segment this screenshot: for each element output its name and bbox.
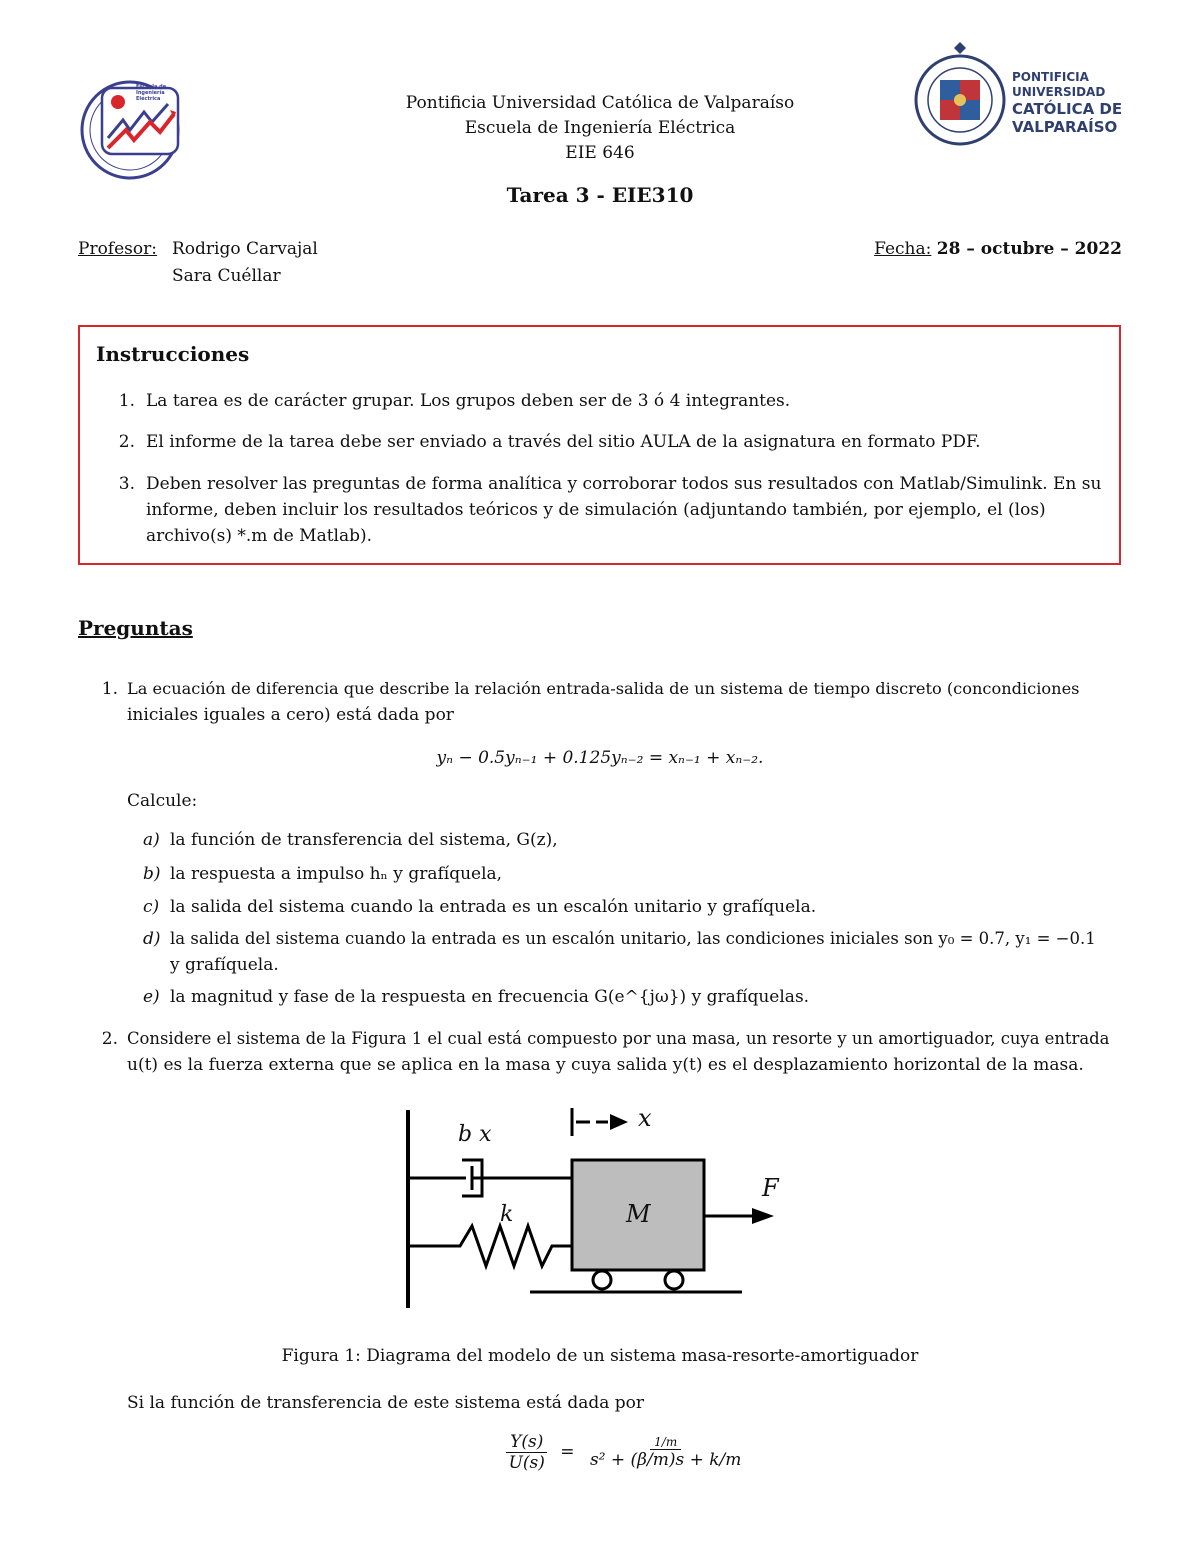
instruction-1-line-1: La tarea es de carácter grupar. Los grupos deben ser de 3 ó 4 integrantes. <box>146 391 791 411</box>
right-logo-line-2: UNIVERSIDAD <box>1012 85 1106 99</box>
figure-caption: Figura 1: Diagrama del modelo de un sistema masa-resorte-amortiguador <box>281 1346 919 1366</box>
questions-heading: Preguntas <box>78 616 193 640</box>
course-code: EIE 646 <box>565 143 635 163</box>
instruction-3-line-2: informe, deben incluir los resultados teóricos y de simulación (adjuntando también, por ejemplo, el (los) <box>146 500 1046 520</box>
right-logo-line-1: PONTIFICIA <box>1012 70 1089 84</box>
part-d-label: d) <box>143 929 161 949</box>
part-e-text: la magnitud y fase de la respuesta en frecuencia G(e^{jω}) y grafíquelas. <box>170 987 810 1007</box>
school-name: Escuela de Ingeniería Eléctrica <box>464 118 736 138</box>
question-number-2: 2. <box>101 1029 118 1049</box>
q2-line-1: Considere el sistema de la Figura 1 el cual está compuesto por una masa, un resorte y un amortiguador, cuya entrada <box>127 1029 1110 1048</box>
part-b-label: b) <box>143 864 161 884</box>
part-e-label: e) <box>143 987 160 1007</box>
calcule-label: Calcule: <box>127 791 198 811</box>
instruction-number-2: 2. <box>118 432 135 452</box>
right-logo-line-4: VALPARAÍSO <box>1012 118 1118 136</box>
date-label: Fecha: <box>874 239 932 259</box>
figure-label-mass: M <box>626 1200 651 1228</box>
part-d-line-2: y grafíquela. <box>170 955 279 975</box>
date-block <box>874 239 1122 259</box>
transfer-function-intro: Si la función de transferencia de este sistema está dada por <box>127 1393 644 1413</box>
instruction-3-line-1: Deben resolver las preguntas de forma analítica y corroborar todos sus resultados con Matlab/Simulink. En su <box>146 474 1102 494</box>
instruction-number-1: 1. <box>118 391 135 411</box>
professor-2: Sara Cuéllar <box>172 266 281 286</box>
part-c-label: c) <box>143 897 160 917</box>
figure-label-bx: b x <box>458 1122 492 1147</box>
instruction-2-line-1: El informe de la tarea debe ser enviado a través del sitio AULA de la asignatura en formato PDF. <box>146 432 981 452</box>
part-b-text: la respuesta a impulso hₙ y grafíquela, <box>170 864 503 884</box>
part-c-text: la salida del sistema cuando la entrada es un escalón unitario y grafíquela. <box>170 897 817 917</box>
date-value: 28 – octubre – 2022 <box>936 239 1122 259</box>
tf-rhs <box>586 1435 745 1470</box>
tf-lhs-numerator: Y(s) <box>506 1432 547 1453</box>
question-number-1: 1. <box>101 679 118 699</box>
figure-label-force: F <box>762 1174 779 1202</box>
tf-rhs-numerator: 1/m <box>650 1435 681 1450</box>
mass-spring-damper-figure <box>400 1096 790 1311</box>
q2-line-2: u(t) es la fuerza externa que se aplica en la masa y cuya salida y(t) es el desplazamiento horizontal de la masa. <box>127 1055 1084 1075</box>
figure-label-x: x <box>638 1104 652 1132</box>
document-title: Tarea 3 - EIE310 <box>506 183 694 207</box>
professor-label: Profesor: <box>78 239 157 259</box>
q1-line-2: iniciales iguales a cero) está dada por <box>127 705 454 725</box>
instruction-number-3: 3. <box>118 474 135 494</box>
right-logo-line-3: CATÓLICA DE <box>1012 100 1123 118</box>
tf-rhs-denominator: s² + (β/m)s + k/m <box>589 1450 742 1470</box>
part-a-label: a) <box>143 830 160 850</box>
tf-lhs-denominator: U(s) <box>508 1453 545 1473</box>
part-d-line-1: la salida del sistema cuando la entrada es un escalón unitario, las condiciones iniciales son y₀ = 0.7, y₁ = −0.1 <box>170 929 1096 948</box>
transfer-function-equation: $\frac{Y(s)}{U(s)}$ = $\frac{1/m}{\text{s² + (β/m)s + k/m}}$ <box>0 1432 1200 1473</box>
part-a-text: la función de transferencia del sistema, G(z), <box>170 830 558 850</box>
tf-lhs <box>505 1432 549 1473</box>
university-name: Pontificia Universidad Católica de Valparaíso <box>405 93 795 113</box>
figure-label-k: k <box>500 1202 514 1227</box>
q1-line-1: La ecuación de diferencia que describe la relación entrada-salida de un sistema de tiempo discreto (concondiciones <box>127 679 1080 698</box>
professor-1: Rodrigo Carvajal <box>172 239 318 259</box>
difference-equation: yₙ − 0.5yₙ₋₁ + 0.125yₙ₋₂ = xₙ₋₁ + xₙ₋₂. <box>436 748 764 768</box>
instruction-3-line-3: archivo(s) *.m de Matlab). <box>146 526 373 546</box>
left-logo-text: Escuela de Ingeniería Eléctrica <box>136 84 167 102</box>
instructions-heading: Instrucciones <box>96 342 250 366</box>
